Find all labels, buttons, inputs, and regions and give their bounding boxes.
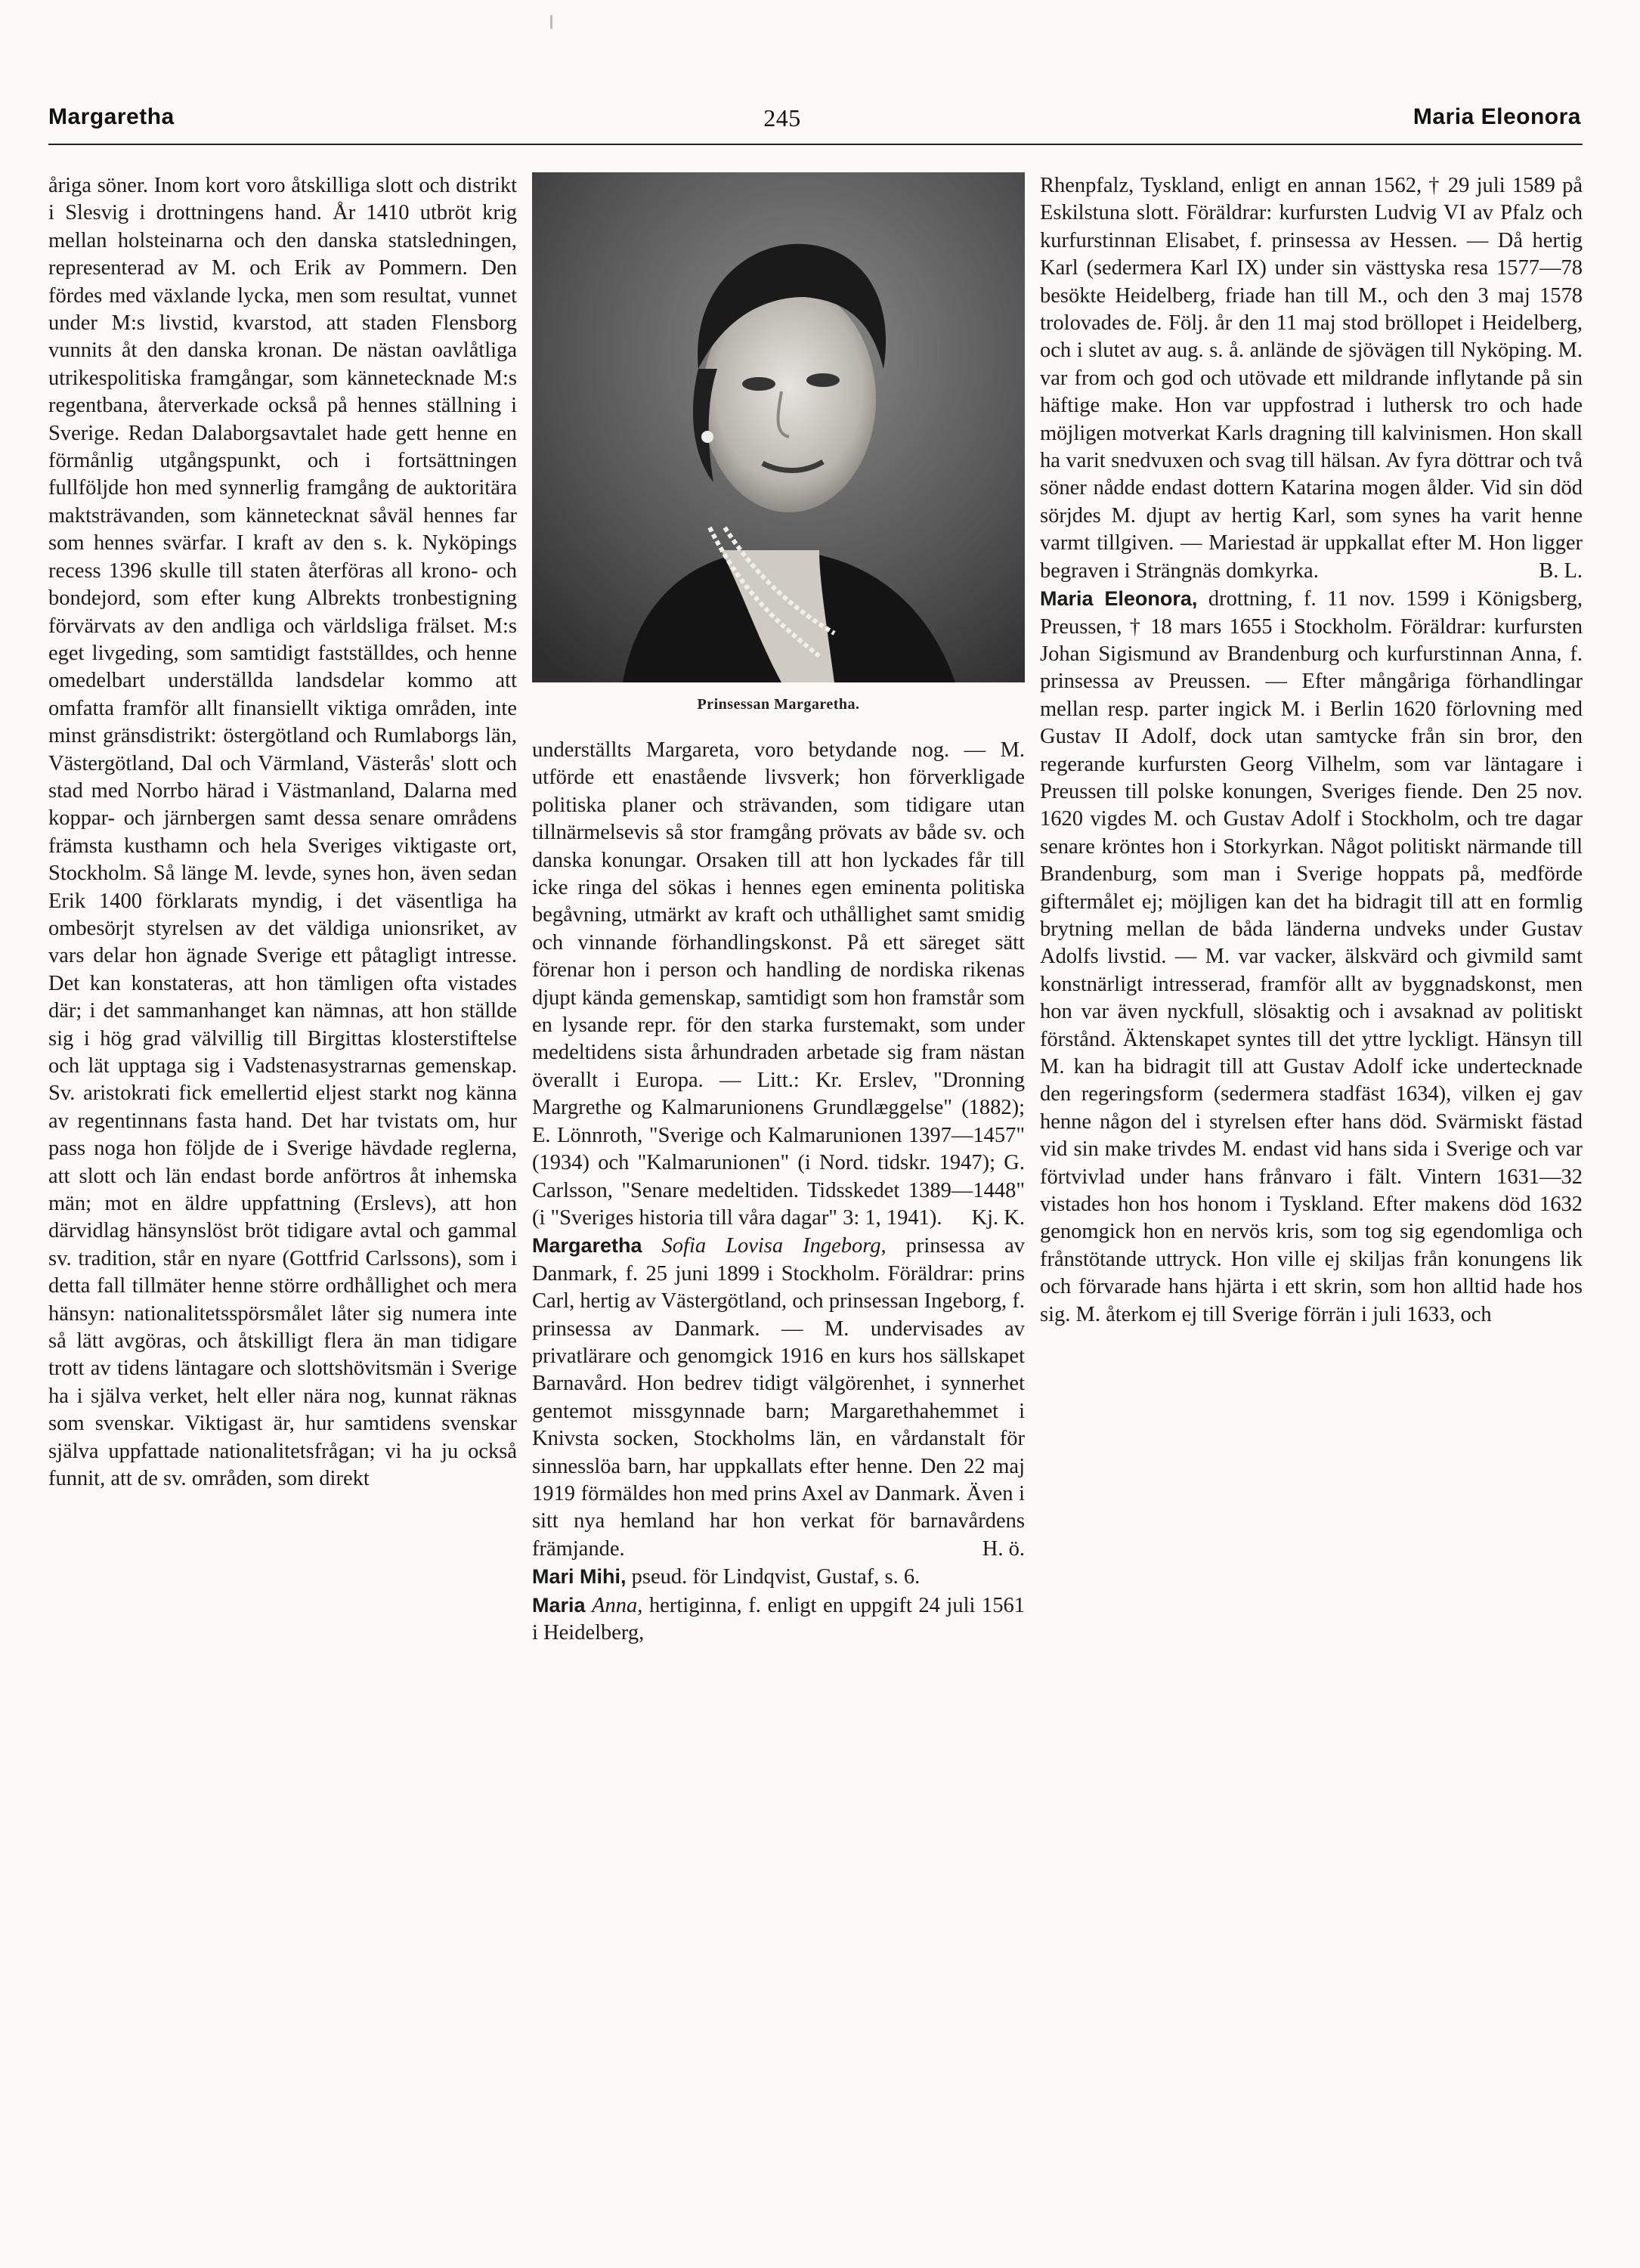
entry-text: pseud. för Lindqvist, Gustaf, s. 6.	[631, 1565, 921, 1589]
entry-maria-anna	[532, 1592, 1025, 1648]
portrait-figure	[532, 172, 1025, 713]
entry-text: hertiginna, f. enligt en uppgift 24 juli 1561 i Heidelberg,	[532, 1593, 1025, 1645]
running-head-left: Margaretha	[48, 104, 175, 129]
continuation-text: underställts Margareta, voro betydande nog. — M. utförde ett enastående livsverk; hon förverkligade politiska planer och strävanden, som tidigare utan tillnärmelsevis så stor framgång prövats av både sv. och danska konungar. Orsaken till att hon lyckades får till icke ringa del sökas i hennes egen eminenta politiska begåvning, utmärkt av kraft och uthållighet samt smidig och vinnande förhandlingskonst. På ett säreget sätt förenar hon i person och handling de nordiska rikenas djupt kända gemenskap, samtidigt som hon framstår som en lysande repr. för den starka furstemakt, som under medeltidens sista århundraden arbetade sig fram nästan överallt i Europa. — Litt.: Kr. Erslev, "Dronning Margrethe og Kalmarunionens Grundlæggelse" (1882); E. Lönnroth, "Sverige och Kalmarunionen 1397—1457" (1934) och "Kalmarunionen" (i Nord. tidskr. 1947); G. Carlsson, "Senare medeltiden. Tidsskedet 1389—1448" (i "Sveriges historia till våra dagar" 3: 1, 1941).	[532, 738, 1025, 1230]
entry-names: Sofia Lovisa Ingeborg,	[661, 1234, 887, 1258]
signature: Kj. K.	[971, 1205, 1025, 1230]
entry-maria-eleonora	[1040, 585, 1583, 1329]
entry-headword: Margaretha	[532, 1234, 642, 1258]
column-3	[1040, 172, 1583, 2167]
col1-paragraph: åriga söner. Inom kort voro åtskilliga slott och distrikt i Slesvig i drottningens hand. År 1410 utbröt krig mellan holsteinarna och den danska statsledningen, representerad av M. och Erik av Pommern. Den fördes med växlande lycka, men som resultat, vunnet under M:s livstid, kvarstod, att staden Flensborg vunnits åt den danska kronan. De nästan oavlåtliga utrikespolitiska framgångar, som kännetecknade M:s regentbana, återverkade också på hennes ställning i Sverige. Redan Dalaborgsavtalet hade gett henne en förmånlig utgångspunkt, och i fortsättningen fullföljde hon med synnerlig framgång de auktoritära maktsträvanden, som kännetecknat såväl hennes far som hennes svärfar. I kraft av den s. k. Nyköpings recess 1396 skulle till staten återföras all krono- och bondejord, som efter kung Albrekts tronbestigning förvärvats av den andliga och världsliga frälset. M:s eget livgeding, som samtidigt fastställdes, och henne omedelbart underställda landsdelar kommo att omfatta framför allt finansiellt viktiga områden, inte minst gränsdistrikt: östergötland och Rumlaborgs län, Västergötland, Dal och Värmland, Västerås' slott och stad med Norrbo härad i Västmanland, Dalarna med koppar- och järnbergen samt dessa senare områdens främsta kusthamn och hela Sveriges viktigaste ort, Stockholm. Så länge M. levde, synes hon, även sedan Erik 1400 förklarats myndig, i det väsentliga ha ombesörjt styrelsen av det väldiga unionsriket, av vars delar hon ägnade Sverige ett påtagligt intresse. Det kan konstateras, att hon tämligen ofta vistades där; i det sammanhanget kan nämnas, att hon ställde sig i hög grad välvillig till Birgittas klosterstiftelse och lät upptaga sig i Vadstenasystrarnas gemenskap. Sv. aristokrati fick emellertid eljest starkt nog känna av regentinnans fasta hand. Det har tvistats om, hur pass noga hon följde de i Sverige hävdade reglerna, att slott och län endast borde anförtros åt inhemska män; mot en äldre uppfattning (Erslevs), att hon därvidlag hänsynslöst bröt tidigare avtal och gammal sv. tradition, står en nyare (Gottfrid Carlssons), som i detta fall tillmäter henne större ordhållighet och mera hänsyn: nationalitetsspörsmålet låter sig numera inte så lätt avgöras, och åtskilligt flera än man tidigare trott av tidens läntagare och slottshövitsmän i Sverige ha i själva verket, helt eller nära nog, kunnat räknas som svenskar. Viktigast är, hur samtidens svenskar själva uppfattade nationalitetsfrågan; vi ha ju också funnit, att de sv. områden, som direkt	[48, 174, 517, 1491]
figure-caption: Prinsessan Margaretha.	[697, 696, 860, 713]
header-rule	[48, 144, 1583, 145]
portrait-image	[532, 172, 1025, 682]
running-head-right: Maria Eleonora	[1413, 104, 1581, 129]
scan-mark	[550, 15, 552, 29]
entry-margaretha-sofia	[532, 1232, 1025, 1563]
entry-mari-mihi	[532, 1563, 1025, 1591]
margaretha-continuation	[532, 737, 1025, 1232]
page-number: 245	[763, 104, 801, 132]
entry-text: drottning, f. 11 nov. 1599 i Königsberg, Preussen, † 18 mars 1655 i Stockholm. Föräldrar: kurfursten Johan Sigismund av Brandenburg och kurfurstinnan Anna, f. prinsessa av Preussen. — Efter mångåriga förhandlingar mellan resp. parter ingick M. i Berlin 1620 förlovning med Gustav II Adolf, dock utan samtycke från sin bror, den regerande kurfursten Georg Vilhelm, som var läntagare i Preussen till polske konungen, Sveriges fiende. Den 25 nov. 1620 vigdes M. och Gustav Adolf i Stockholm, och tre dagar senare kröntes hon i Storkyrkan. Något politiskt närmande till Brandenburg, som man i Sverige hoppats på, medförde giftermålet ej; möjligen kan det ha bidragit till att en formlig brytning mellan de båda länderna undveks under Gustav Adolfs livstid. — M. var vacker, älskvärd och givmild samt konstnärligt intresserad, framför allt av byggnadskonst, men hon var även nyckfull, slösaktig och i avsaknad av politiskt förstånd. Äktenskapet syntes till det yttre lyckligt. Hänsyn till M. kan ha bidragit till att Gustav Adolf icke undertecknade den regeringsform (sedermera stadfäst 1634), vilken ej gav henne någon del i styrelsen efter hans död. Svärmiskt fästad vid sin make trivdes M. endast vid hans sida i Sverige och var förtvivlad under hans frånvaro i fält. Vintern 1631—32 vistades hon hos honom i Tyskland. Efter makens död 1632 genomgick hon en nervös kris, som tog sig egendomliga och frånstötande uttryck. Hon ville ej skiljas från konungens lik och förvarade hans hjärta i ett skrin, som hon alltid hade hos sig. M. återkom ej till Sverige förrän i juli 1633, och	[1040, 587, 1583, 1326]
column-2	[532, 737, 1025, 2165]
signature: H. ö.	[982, 1536, 1025, 1561]
portrait-photo	[532, 172, 1025, 682]
maria-anna-continuation	[1040, 172, 1583, 585]
entry-names: Anna,	[592, 1593, 643, 1617]
entry-text: prinsessa av Danmark, f. 25 juni 1899 i Stockholm. Föräldrar: prins Carl, hertig av Västergötland, och prinsessan Ingeborg, f. prinsessa av Danmark. — M. undervisades av privatlärare och genomgick 1916 en kurs hos sällskapet Barnavård. Hon bedrev tidigt välgörenhet, i synnerhet gentemot missgynnade barn; Margarethahemmet i Knivsta socken, Stockholms län, en vårdanstalt för sinnesslöa barn, har uppkallats efter henne. Den 22 maj 1919 förmäldes hon med prins Axel av Danmark. Även i sitt nya hemland har hon verkat för barnavårdens främjande.	[532, 1234, 1025, 1561]
signature: B. L.	[1539, 558, 1583, 583]
entry-headword: Maria	[532, 1593, 586, 1617]
continuation-text: Rhenpfalz, Tyskland, enligt en annan 1562, † 29 juli 1589 på Eskilstuna slott. Föräldrar: kurfursten Ludvig VI av Pfalz och kurfurstinnan Elisabet, f. prinsessa av Hessen. — Då hertig Karl (sedermera Karl IX) under sin västtyska resa 1577—78 besökte Heidelberg, friade han till M., och den 3 maj 1578 trolovades de. Följ. år den 11 maj stod bröllopet i Heidelberg, och i slutet av aug. s. å. anlände de sjövägen till Nyköping. M. var from och god och utövade ett mildrande inflytande på sin häftige make. Hon var uppfostrad i luthersk tro och hade möjligen motverkat Karls dragning till kalvinismen. Hon skall ha varit snedvuxen och svag till hälsan. Av fyra döttrar och två söner nådde endast dottern Katarina mogen ålder. Vid sin död sörjdes M. djupt av hertig Karl, som synes ha varit henne varmt tillgiven. — Mariestad är uppkallat efter M. Hon ligger begraven i Strängnäs domkyrka.	[1040, 174, 1583, 583]
entry-headword: Mari Mihi,	[532, 1565, 627, 1589]
column-1	[48, 172, 517, 2167]
entry-headword: Maria Eleonora,	[1040, 587, 1198, 611]
